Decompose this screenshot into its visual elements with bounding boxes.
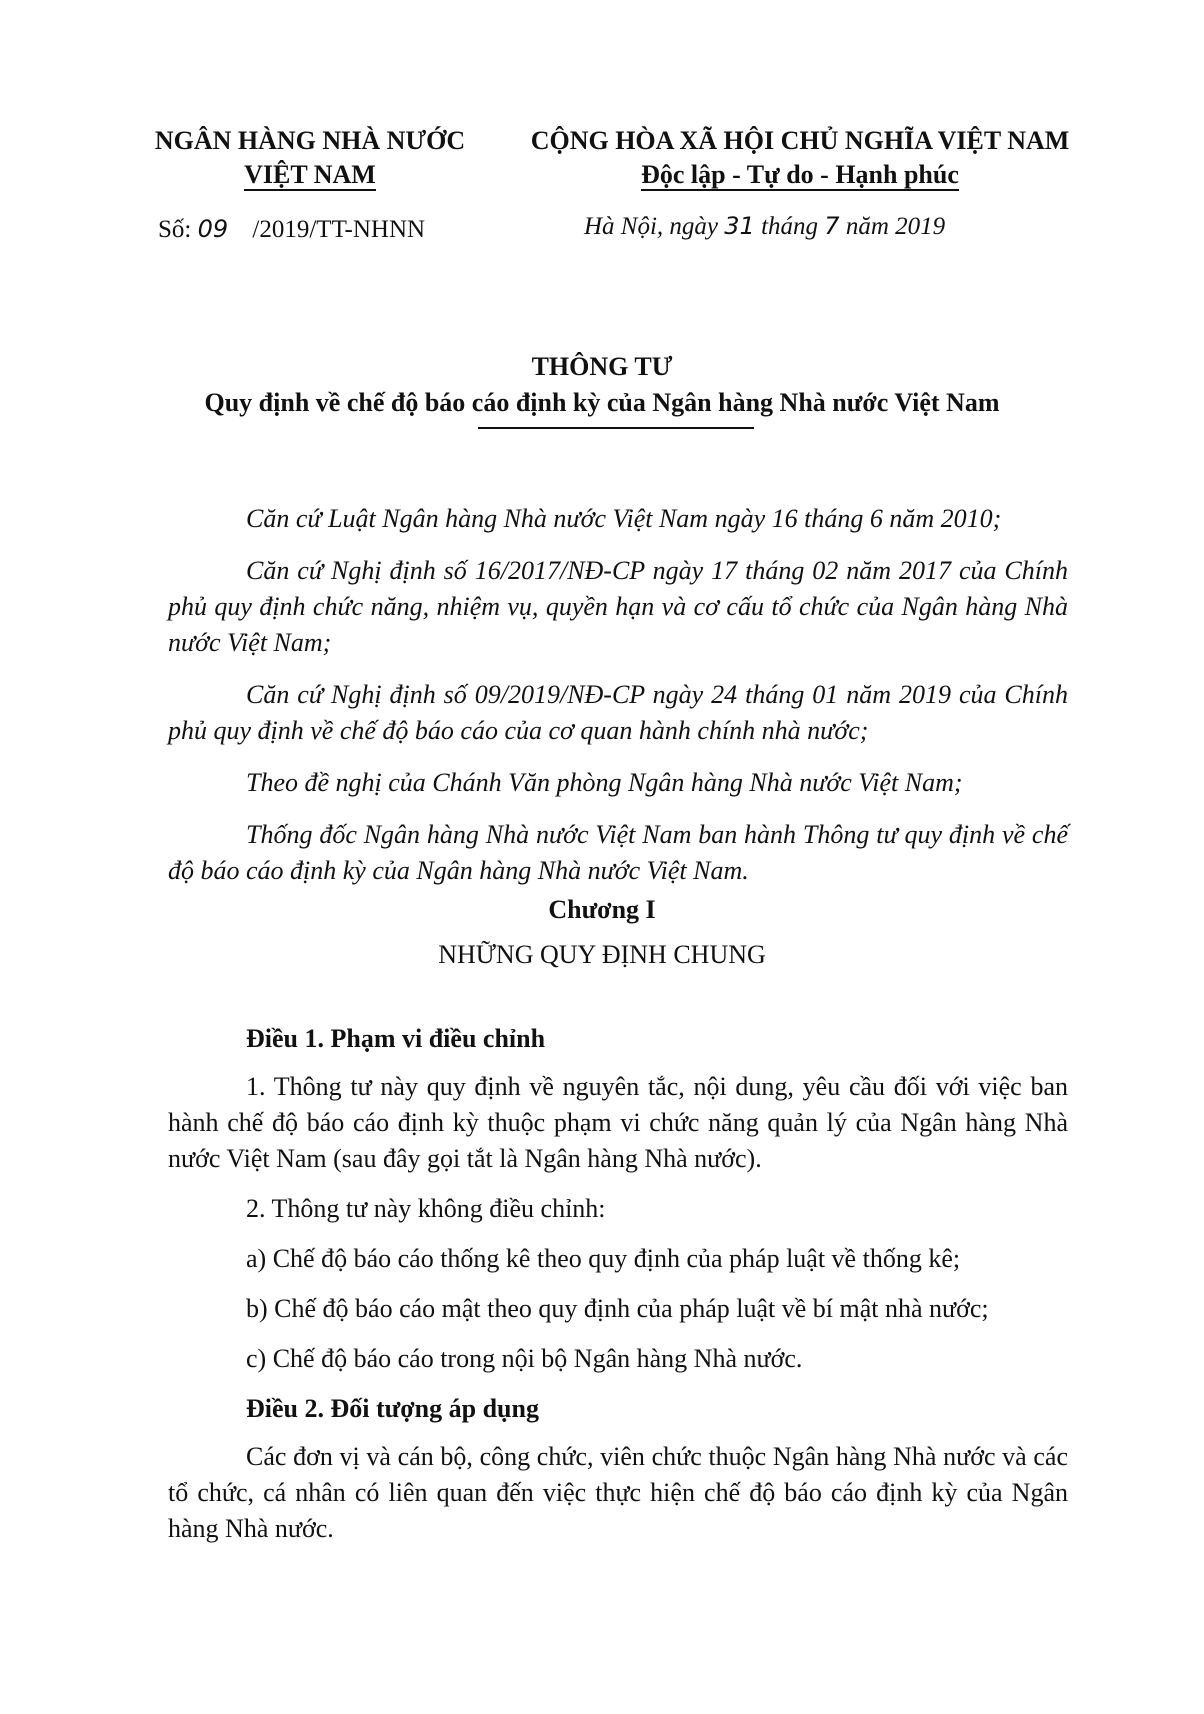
preamble-item: Căn cứ Nghị định số 09/2019/NĐ-CP ngày 24 tháng 01 năm 2019 của Chính phủ quy định về chế độ báo cáo của cơ quan hành chính nhà nước;: [168, 680, 1068, 745]
nation-name: CỘNG HÒA XÃ HỘI CHỦ NGHĨA VIỆT NAM: [530, 126, 1070, 155]
article-1-point-b: b) Chế độ báo cáo mật theo quy định của pháp luật về bí mật nhà nước;: [246, 1294, 989, 1323]
article-1-heading: Điều 1. Phạm vi điều chỉnh: [246, 1024, 546, 1053]
date-year: năm 2019: [845, 213, 946, 240]
article-2-paragraph: Các đơn vị và cán bộ, công chức, viên chức thuộc Ngân hàng Nhà nước và các tổ chức, cá nhân có liên quan đến việc thực hiện chế độ báo cáo định kỳ của Ngân hàng Nhà nước.: [168, 1442, 1068, 1543]
date-month-label: tháng: [761, 213, 819, 240]
title-divider: [478, 427, 754, 429]
document-body: [168, 1021, 1068, 1561]
date-day-handwritten: 31: [724, 212, 755, 240]
doc-no-suffix: /2019/TT-NHNN: [252, 216, 426, 243]
national-motto: Độc lập - Tự do - Hạnh phúc: [641, 160, 959, 189]
document-number: [158, 215, 425, 244]
agency-name-line2: VIỆT NAM: [244, 160, 376, 189]
preamble-item: Thống đốc Ngân hàng Nhà nước Việt Nam ban hành Thông tư quy định về chế độ báo cáo định kỳ của Ngân hàng Nhà nước Việt Nam.: [168, 820, 1068, 885]
national-title: [520, 124, 1080, 192]
chapter-title: NHỮNG QUY ĐỊNH CHUNG: [438, 940, 766, 969]
doc-no-handwritten: 09: [197, 215, 229, 243]
article-1-clause-2: 2. Thông tư này không điều chỉnh:: [246, 1194, 606, 1223]
date-month-handwritten: 7: [824, 212, 840, 240]
document-type: THÔNG TƯ: [531, 352, 673, 381]
preamble-item: Theo đề nghị của Chánh Văn phòng Ngân hàng Nhà nước Việt Nam;: [246, 768, 963, 797]
doc-no-prefix: Số:: [158, 216, 192, 243]
agency-name-line1: NGÂN HÀNG NHÀ NƯỚC: [154, 126, 466, 155]
article-1-point-c: c) Chế độ báo cáo trong nội bộ Ngân hàng Nhà nước.: [246, 1344, 803, 1373]
article-1-clause-1: 1. Thông tư này quy định về nguyên tắc, nội dung, yêu cầu đối với việc ban hành chế độ báo cáo định kỳ thuộc phạm vi chức năng quản lý của Ngân hàng Nhà nước Việt Nam (sau đây gọi tắt là Ngân hàng Nhà nước).: [168, 1072, 1068, 1173]
article-2-heading: Điều 2. Đối tượng áp dụng: [246, 1394, 539, 1423]
preamble-item: Căn cứ Nghị định số 16/2017/NĐ-CP ngày 17 tháng 02 năm 2017 của Chính phủ quy định chức năng, nhiệm vụ, quyền hạn và cơ cấu tổ chức của Ngân hàng Nhà nước Việt Nam;: [168, 556, 1068, 657]
document-date: [584, 212, 945, 241]
preamble-item: Căn cứ Luật Ngân hàng Nhà nước Việt Nam ngày 16 tháng 6 năm 2010;: [246, 504, 1002, 533]
document-subject: Quy định về chế độ báo cáo định kỳ của Ngân hàng Nhà nước Việt Nam: [204, 388, 1000, 417]
issuing-agency: [150, 124, 470, 192]
date-prefix: Hà Nội, ngày: [584, 213, 719, 240]
preamble: [168, 501, 1068, 905]
chapter-number: Chương I: [548, 895, 656, 924]
article-1-point-a: a) Chế độ báo cáo thống kê theo quy định của pháp luật về thống kê;: [246, 1244, 961, 1273]
